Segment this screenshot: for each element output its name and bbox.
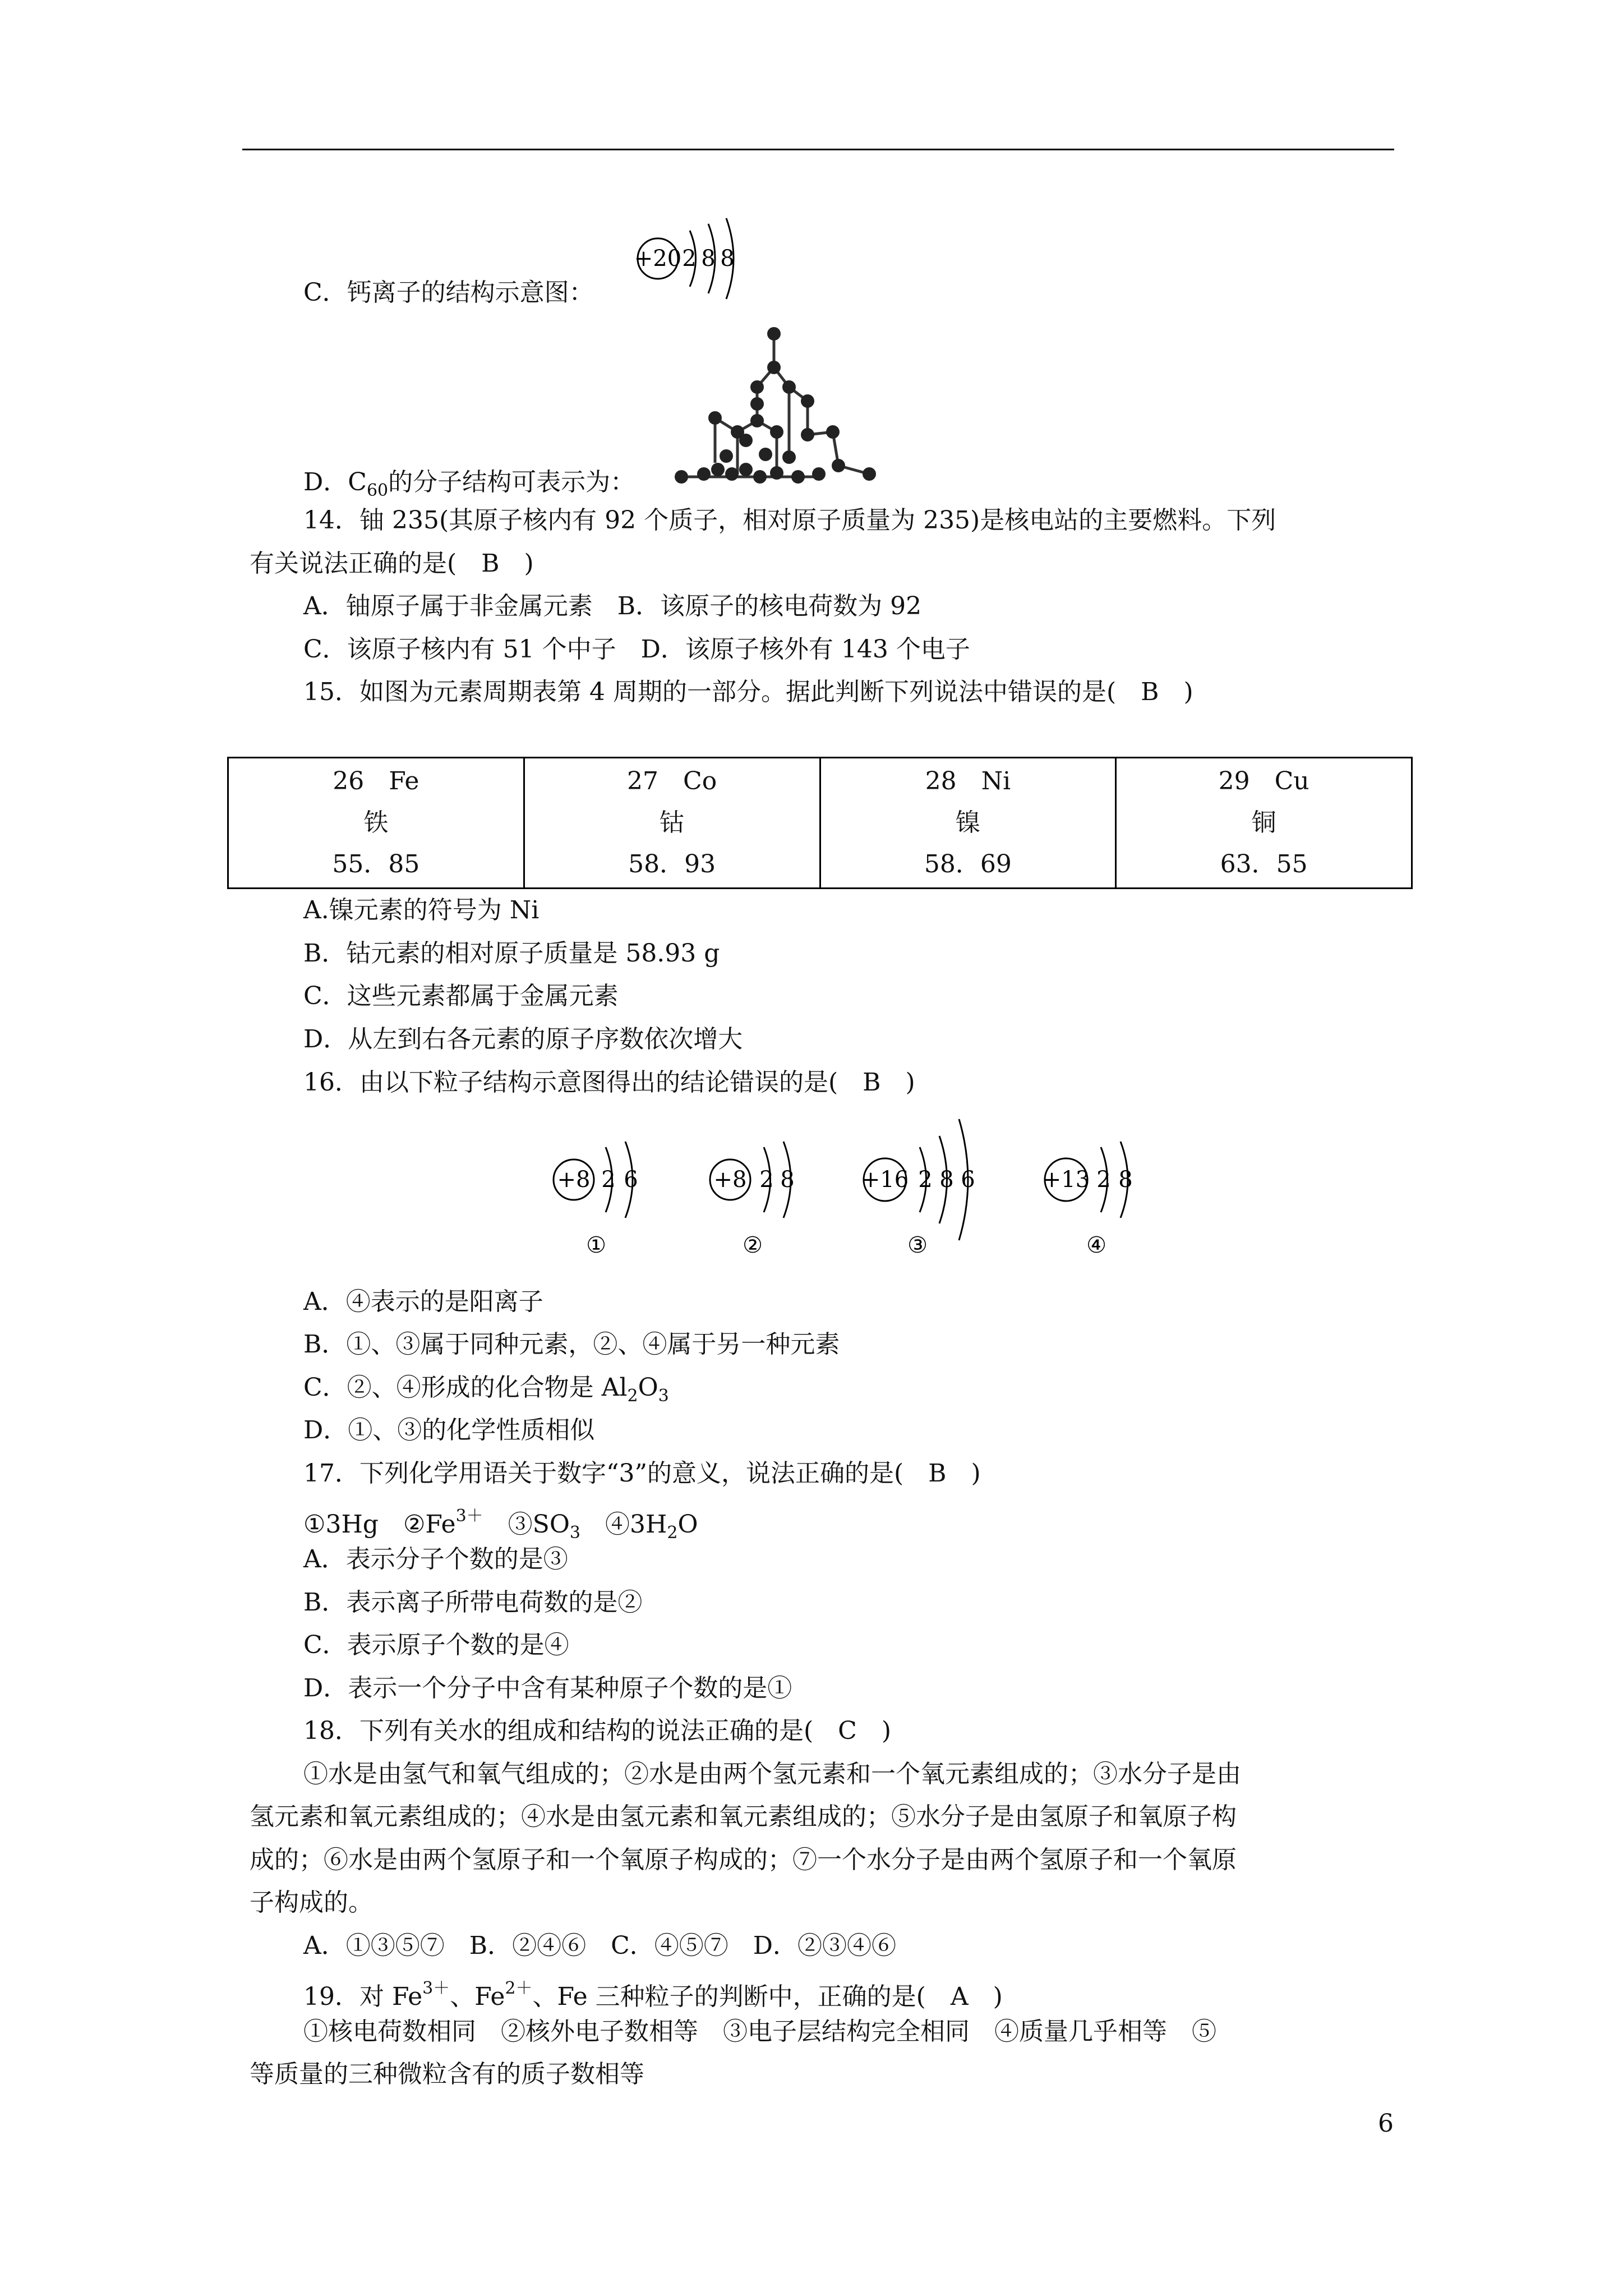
q17-option-b: B．表示离子所带电荷数的是②	[303, 1588, 643, 1617]
q15-stem: 15．如图为元素周期表第 4 周期的一部分。据此判断下列说法中错误的是( B )	[303, 678, 1193, 706]
q15-option-d: D．从左到右各元素的原子序数依次增大	[303, 1025, 743, 1053]
element-name: 铁	[363, 808, 389, 837]
q18-body-line2: 氢元素和氧元素组成的；④水是由氢元素和氧元素组成的；⑤水分子是由氢原子和氧原子构	[250, 1802, 1237, 1831]
ca-shell-1: 2	[682, 246, 697, 272]
particle-diagram-4	[1040, 1114, 1169, 1259]
diagram-label: ④	[1086, 1232, 1106, 1258]
q15-option-b: B．钴元素的相对原子质量是 58.93 g	[303, 939, 720, 968]
element-name: 钴	[660, 808, 685, 837]
element-name: 铜	[1251, 808, 1276, 837]
element-mass: 58．93	[628, 850, 716, 878]
svg-text:8: 8	[939, 1167, 954, 1193]
q18-body-line1: ①水是由氢气和氧气组成的；②水是由两个氢元素和一个氧元素组成的；③水分子是由	[303, 1760, 1241, 1788]
periodic-table-excerpt	[227, 757, 1413, 889]
svg-text:6: 6	[624, 1167, 638, 1193]
svg-text:8: 8	[1118, 1167, 1133, 1193]
q15-option-c: C．这些元素都属于金属元素	[303, 982, 619, 1010]
q18-options: A．①③⑤⑦ B．②④⑥ C．④⑤⑦ D．②③④⑥	[303, 1931, 897, 1960]
element-mass: 63．55	[1220, 850, 1308, 878]
svg-text:2: 2	[1096, 1167, 1111, 1193]
q17-option-c: C．表示原子个数的是④	[303, 1631, 569, 1659]
ca-shell-3: 8	[720, 246, 735, 272]
svg-text:2: 2	[918, 1167, 933, 1193]
calcium-ion-diagram	[631, 216, 760, 306]
element-cell-co	[524, 758, 820, 889]
q19-line1: ①核电荷数相同 ②核外电子数相等 ③电子层结构完全相同 ④质量几乎相等 ⑤	[303, 2017, 1216, 2046]
diagram-label: ①	[586, 1232, 606, 1258]
q16-option-c: C．②、④形成的化合物是 $Al_2O_3$	[303, 1373, 669, 1406]
svg-text:+8: +8	[557, 1167, 591, 1193]
element-number-symbol: 28 Ni	[925, 767, 1011, 795]
element-cell-cu	[1116, 758, 1412, 889]
q17-option-a: A．表示分子个数的是③	[303, 1545, 568, 1573]
element-name: 镍	[955, 808, 980, 837]
q16-option-d: D．①、③的化学性质相似	[303, 1416, 595, 1444]
element-number-symbol: 26 Fe	[333, 767, 419, 795]
element-mass: 55．85	[332, 850, 420, 878]
particle-diagram-2	[708, 1114, 837, 1259]
option-c-label: C．钙离子的结构示意图：	[303, 278, 594, 307]
q18-body-line3: 成的；⑥水是由两个氢原子和一个氧原子构成的；⑦一个水分子是由两个氢原子和一个氧原	[250, 1846, 1237, 1874]
option-d-label: D．$C_{60}$的分子结构可表示为：	[303, 468, 635, 500]
q14-options-ab: A．铀原子属于非金属元素 B．该原子的核电荷数为 92	[303, 592, 922, 620]
q14-stem-line1: 14．铀 235(其原子核内有 92 个质子，相对原子质量为 235)是核电站的主要燃料。下列	[303, 506, 1276, 535]
svg-text:+13: +13	[1042, 1167, 1090, 1193]
q17-option-d: D．表示一个分子中含有某种原子个数的是①	[303, 1674, 792, 1703]
q19-line2: 等质量的三种微粒含有的质子数相等	[250, 2060, 644, 2088]
q18-body-line4: 子构成的。	[250, 1888, 373, 1917]
element-cell-fe	[228, 758, 524, 889]
q19-stem: 19．对 $Fe^{3+}$、$Fe^{2+}$、Fe 三种粒子的判断中，正确的是( A )	[303, 1978, 1003, 2011]
header-rule	[242, 149, 1394, 150]
svg-text:2: 2	[601, 1167, 616, 1193]
page-number: 6	[1378, 2109, 1394, 2138]
svg-text:+8: +8	[713, 1167, 747, 1193]
q16-stem: 16．由以下粒子结构示意图得出的结论错误的是( B )	[303, 1068, 915, 1097]
ca-shell-2: 8	[701, 246, 716, 272]
diagram-label: ②	[743, 1232, 763, 1258]
q18-stem: 18．下列有关水的组成和结构的说法正确的是( C )	[303, 1717, 891, 1745]
q17-stem: 17．下列化学用语关于数字“3”的意义，说法正确的是( B )	[303, 1459, 981, 1488]
q17-items: ①3Hg $②Fe^{3+}$ $③SO_3$ $④3H_2O$	[303, 1506, 698, 1543]
svg-text:6: 6	[961, 1167, 975, 1193]
element-number-symbol: 27 Co	[627, 767, 717, 795]
diagram-label: ③	[907, 1232, 928, 1258]
q14-options-cd: C．该原子核内有 51 个中子 D．该原子核外有 143 个电子	[303, 635, 970, 664]
q16-option-b: B．①、③属于同种元素，②、④属于另一种元素	[303, 1330, 840, 1359]
ca-nucleus: +20	[634, 246, 682, 272]
carbon-structure-picture	[670, 323, 889, 491]
svg-text:+16: +16	[861, 1167, 909, 1193]
element-cell-ni	[820, 758, 1116, 889]
svg-text:8: 8	[780, 1167, 795, 1193]
element-number-symbol: 29 Cu	[1218, 767, 1310, 795]
particle-diagram-3	[858, 1114, 1015, 1259]
svg-text:2: 2	[759, 1167, 774, 1193]
q15-option-a: A.镍元素的符号为 Ni	[303, 896, 540, 924]
particle-diagram-1	[547, 1114, 676, 1259]
q14-stem-line2: 有关说法正确的是( B )	[250, 549, 534, 578]
q16-option-a: A．④表示的是阳离子	[303, 1287, 543, 1316]
element-mass: 58．69	[924, 850, 1012, 878]
